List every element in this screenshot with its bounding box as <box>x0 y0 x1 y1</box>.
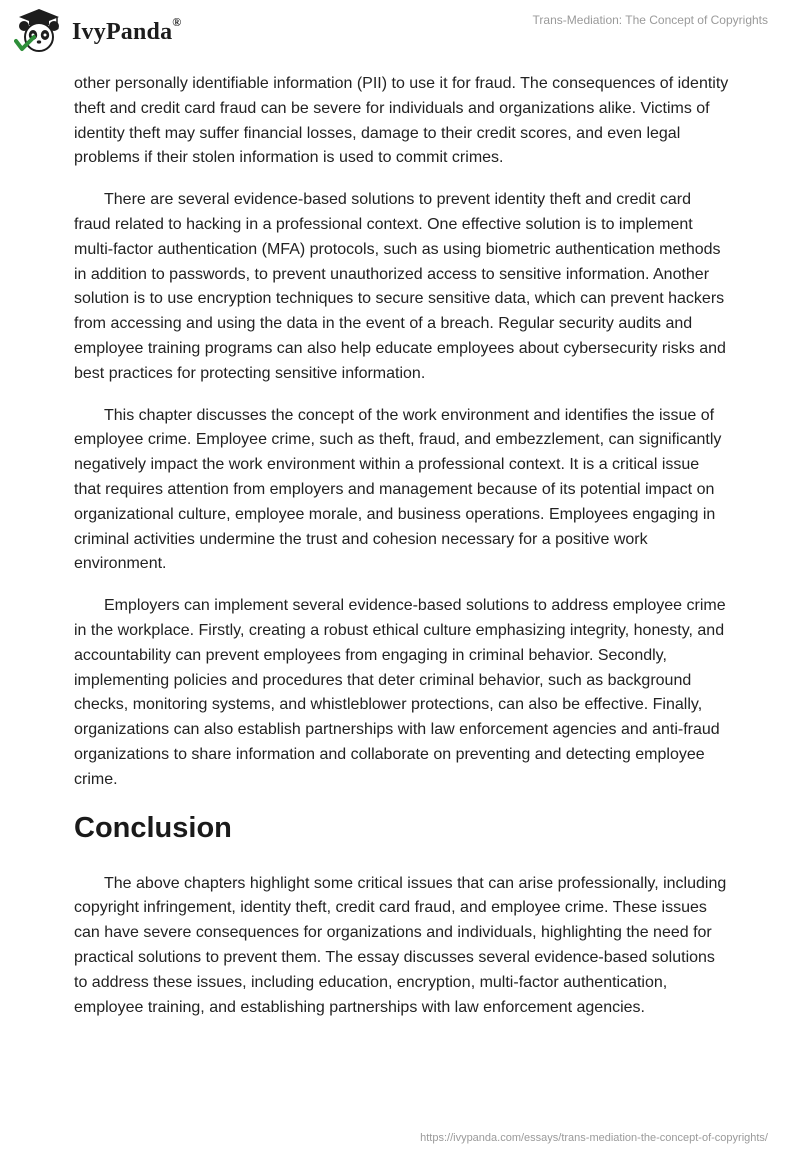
conclusion-heading: Conclusion <box>74 811 232 844</box>
body-paragraph-4: Employers can implement several evidence-based solutions to address employee crime in the workplace. Firstly, creating a robust ethical culture emphasizing integrity, honesty, and accountability can prevent employees from engaging in criminal behavior. Secondly, implementing policies and procedures that deter criminal behavior, such as background checks, monitoring systems, and whistleblower protections, can also be effective. Finally, organizations can also establish partnerships with law enforcement agencies and anti-fraud organizations to share information and collaborate on preventing and detecting employee crime. <box>74 597 726 788</box>
body-paragraph-2: There are several evidence-based solutions to prevent identity theft and credit card fraud related to hacking in a professional context. One effective solution is to implement multi-factor authentication (MFA) protocols, such as using biometric authentication methods in addition to passwords, to prevent unauthorized access to sensitive information. Another solution is to use encryption techniques to secure sensitive data, which can prevent hackers from accessing and using the data in the event of a breach. Regular security audits and employee training programs can also help educate employees about cybersecurity risks and best practices for protecting sensitive information. <box>74 191 726 382</box>
page-header <box>0 0 800 64</box>
panda-graduate-icon <box>14 7 64 55</box>
brand-name <box>72 14 182 46</box>
conclusion-paragraph: The above chapters highlight some critical issues that can arise professionally, including copyright infringement, identity theft, credit card fraud, and employee crime. These issues can have severe consequences for organizations and individuals, highlighting the need for practical solutions to prevent them. The essay discusses several evidence-based solutions to address these issues, including education, encryption, multi-factor authentication, employee training, and establishing partnerships with law enforcement agencies. <box>74 874 727 1016</box>
body-paragraph-1: other personally identifiable information (PII) to use it for fraud. The consequences of identity theft and credit card fraud can be severe for individuals and organizations alike. Victims of identity theft may suffer financial losses, damage to their credit scores, and even legal problems if their stolen information is used to commit crimes. <box>74 75 729 167</box>
body-paragraph-3: This chapter discusses the concept of the work environment and identifies the issue of employee crime. Employee crime, such as theft, fraud, and embezzlement, can significantly negatively impact the work environment within a professional context. It is a critical issue that requires attention from employers and management because of its potential impact on organizational culture, employee morale, and business operations. Employees engaging in criminal activities undermine the trust and cohesion necessary for a positive work environment. <box>74 406 722 573</box>
registered-mark: ® <box>172 14 182 29</box>
essay-content <box>74 72 730 1037</box>
document-title: Trans-Mediation: The Concept of Copyrights <box>532 13 768 27</box>
brand-name-text: IvyPanda <box>72 18 173 45</box>
source-url[interactable]: https://ivypanda.com/essays/trans-mediation-the-concept-of-copyrights/ <box>420 1132 768 1144</box>
ivypanda-logo[interactable] <box>14 7 181 55</box>
